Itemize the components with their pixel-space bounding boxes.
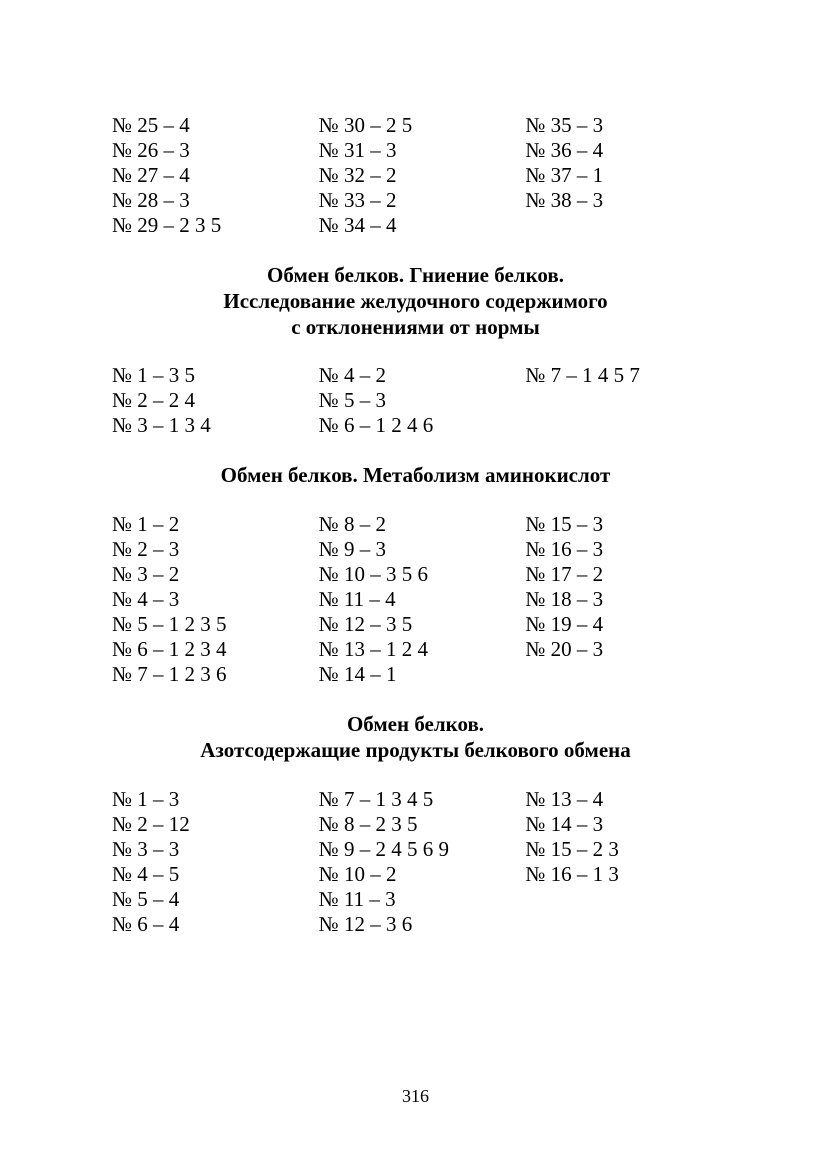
answer-line: № 15 – 3 <box>525 512 604 536</box>
answer-line: № 5 – 1 2 3 5 <box>112 612 227 636</box>
answer-line: № 12 – 3 6 <box>318 912 413 936</box>
answer-line: № 30 – 2 5 <box>318 113 413 137</box>
answer-line: № 1 – 3 <box>112 787 180 811</box>
section-heading <box>0 711 831 763</box>
answers-block-4 <box>112 787 732 937</box>
answer-line: № 7 – 1 3 4 5 <box>318 787 434 811</box>
answer-line: № 31 – 3 <box>318 138 397 162</box>
answers-column <box>525 113 732 238</box>
answers-block-2 <box>112 363 732 438</box>
answer-line: № 29 – 2 3 5 <box>112 213 222 237</box>
answer-line: № 25 – 4 <box>112 113 190 137</box>
answer-line: № 15 – 2 3 <box>525 837 619 861</box>
answer-line: № 8 – 2 3 5 <box>318 812 418 836</box>
answers-column <box>525 363 732 438</box>
answer-line: № 1 – 3 5 <box>112 363 196 387</box>
answer-line: № 2 – 2 4 <box>112 388 196 412</box>
answer-line: № 20 – 3 <box>525 637 604 661</box>
answer-line: № 19 – 4 <box>525 612 604 636</box>
answer-line: № 11 – 4 <box>318 587 396 611</box>
answer-line: № 35 – 3 <box>525 113 604 137</box>
answer-line: № 16 – 1 3 <box>525 862 619 886</box>
answer-line: № 1 – 2 <box>112 512 180 536</box>
answer-line: № 8 – 2 <box>318 512 386 536</box>
answer-line: № 10 – 3 5 6 <box>318 562 428 586</box>
answer-line: № 3 – 3 <box>112 837 180 861</box>
answer-line: № 37 – 1 <box>525 163 604 187</box>
answer-line: № 11 – 3 <box>318 887 396 911</box>
answer-line: № 9 – 2 4 5 6 9 <box>318 837 449 861</box>
answer-line: № 6 – 1 2 3 4 <box>112 637 227 661</box>
answers-column <box>112 113 319 238</box>
heading-line: Обмен белков. Метаболизм аминокислот <box>220 463 611 487</box>
heading-line: Обмен белков. <box>346 712 485 736</box>
answers-block-1 <box>112 113 732 238</box>
answers-column <box>112 363 319 438</box>
section-heading <box>0 262 831 340</box>
answers-column <box>112 512 319 687</box>
answer-line: № 26 – 3 <box>112 138 190 162</box>
answer-line: № 14 – 3 <box>525 812 604 836</box>
answer-line: № 7 – 1 2 3 6 <box>112 662 227 686</box>
answer-line: № 5 – 3 <box>318 388 386 412</box>
heading-line: Обмен белков. Гниение белков. <box>267 263 564 287</box>
answer-line: № 5 – 4 <box>112 887 180 911</box>
answers-column <box>112 787 319 937</box>
answer-line: № 34 – 4 <box>318 213 397 237</box>
answer-line: № 10 – 2 <box>318 862 397 886</box>
answer-line: № 28 – 3 <box>112 188 190 212</box>
answer-line: № 3 – 2 <box>112 562 180 586</box>
answer-line: № 2 – 3 <box>112 537 180 561</box>
heading-line: с отклонениями от нормы <box>291 315 540 339</box>
answer-line: № 7 – 1 4 5 7 <box>525 363 640 387</box>
answer-line: № 36 – 4 <box>525 138 604 162</box>
answer-line: № 13 – 1 2 4 <box>318 637 428 661</box>
answers-column <box>319 113 526 238</box>
answer-line: № 4 – 3 <box>112 587 180 611</box>
answer-line: № 9 – 3 <box>318 537 386 561</box>
answer-line: № 12 – 3 5 <box>318 612 413 636</box>
answer-line: № 27 – 4 <box>112 163 190 187</box>
answer-line: № 4 – 2 <box>318 363 386 387</box>
answers-block-3 <box>112 512 732 687</box>
answer-line: № 18 – 3 <box>525 587 604 611</box>
answer-line: № 3 – 1 3 4 <box>112 413 211 437</box>
answer-line: № 4 – 5 <box>112 862 180 886</box>
answer-line: № 32 – 2 <box>318 163 397 187</box>
answer-line: № 16 – 3 <box>525 537 604 561</box>
answers-column <box>525 787 732 937</box>
section-heading <box>0 462 831 488</box>
answer-line: № 38 – 3 <box>525 188 604 212</box>
answers-column <box>319 787 526 937</box>
answers-column <box>319 512 526 687</box>
answer-line: № 33 – 2 <box>318 188 397 212</box>
heading-line: Исследование желудочного содержимого <box>223 289 608 313</box>
answer-line: № 17 – 2 <box>525 562 604 586</box>
heading-line: Азотсодержащие продукты белкового обмена <box>200 738 631 762</box>
page-number: 316 <box>402 1086 429 1106</box>
answers-column <box>525 512 732 687</box>
answer-line: № 6 – 1 2 4 6 <box>318 413 434 437</box>
answer-line: № 13 – 4 <box>525 787 604 811</box>
answers-column <box>319 363 526 438</box>
answer-line: № 6 – 4 <box>112 912 180 936</box>
answer-line: № 2 – 12 <box>112 812 190 836</box>
answer-line: № 14 – 1 <box>318 662 397 686</box>
